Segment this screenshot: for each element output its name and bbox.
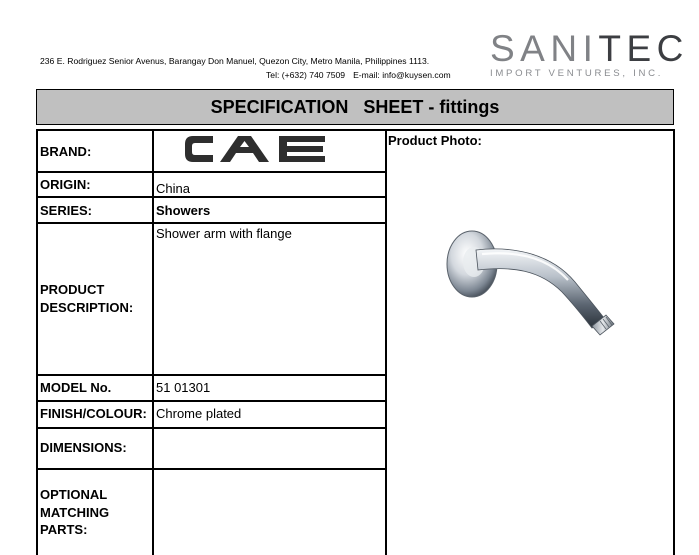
description-label-line1: PRODUCT: [40, 282, 105, 297]
sanitec-logo-part-a: SANI: [490, 28, 599, 69]
model-value: 51 01301: [156, 380, 211, 395]
row-divider: [36, 374, 386, 376]
optional-parts-label-line1: OPTIONAL: [40, 487, 108, 502]
spec-table: [36, 129, 675, 555]
brand-label: BRAND:: [40, 144, 92, 159]
row-divider: [36, 400, 386, 402]
shower-arm-photo: [440, 222, 620, 342]
row-divider: [36, 222, 386, 224]
origin-label: ORIGIN:: [40, 177, 91, 192]
company-contact: [266, 70, 451, 80]
optional-parts-label-line3: PARTS:: [40, 522, 88, 537]
optional-parts-label-line2: MATCHING: [40, 505, 110, 520]
row-divider: [36, 196, 386, 198]
description-label-line2: DESCRIPTION:: [40, 300, 134, 315]
row-divider: [36, 171, 386, 173]
company-tel: Tel: (+632) 740 7509: [266, 70, 346, 80]
finish-label: FINISH/COLOUR:: [40, 406, 147, 421]
label-column-divider: [152, 129, 154, 555]
photo-column-divider: [385, 129, 387, 555]
series-value: Showers: [156, 203, 211, 218]
sanitec-logo: [490, 28, 689, 79]
origin-value: China: [156, 181, 190, 196]
company-email: E-mail: info@kuysen.com: [353, 70, 451, 80]
description-value: Shower arm with flange: [156, 226, 292, 241]
company-address: 236 E. Rodriguez Senior Avenus, Barangay Don Manuel, Quezon City, Metro Manila, Philippines 1113.: [40, 56, 430, 66]
sanitec-logo-tagline: IMPORT VENTURES, INC.: [490, 68, 664, 79]
row-divider: [36, 468, 386, 470]
finish-value: Chrome plated: [156, 406, 242, 421]
row-divider: [36, 427, 386, 429]
model-label: MODEL No.: [40, 380, 112, 395]
sanitec-logo-part-b: TEC: [598, 28, 689, 69]
series-label: SERIES:: [40, 203, 93, 218]
product-photo-label: Product Photo:: [388, 133, 482, 148]
sanitec-logo-wordmark: [490, 28, 689, 69]
document-title: SPECIFICATION SHEET - fittings: [36, 89, 674, 125]
dimensions-label: DIMENSIONS:: [40, 440, 127, 455]
cae-brand-logo: [183, 134, 327, 164]
